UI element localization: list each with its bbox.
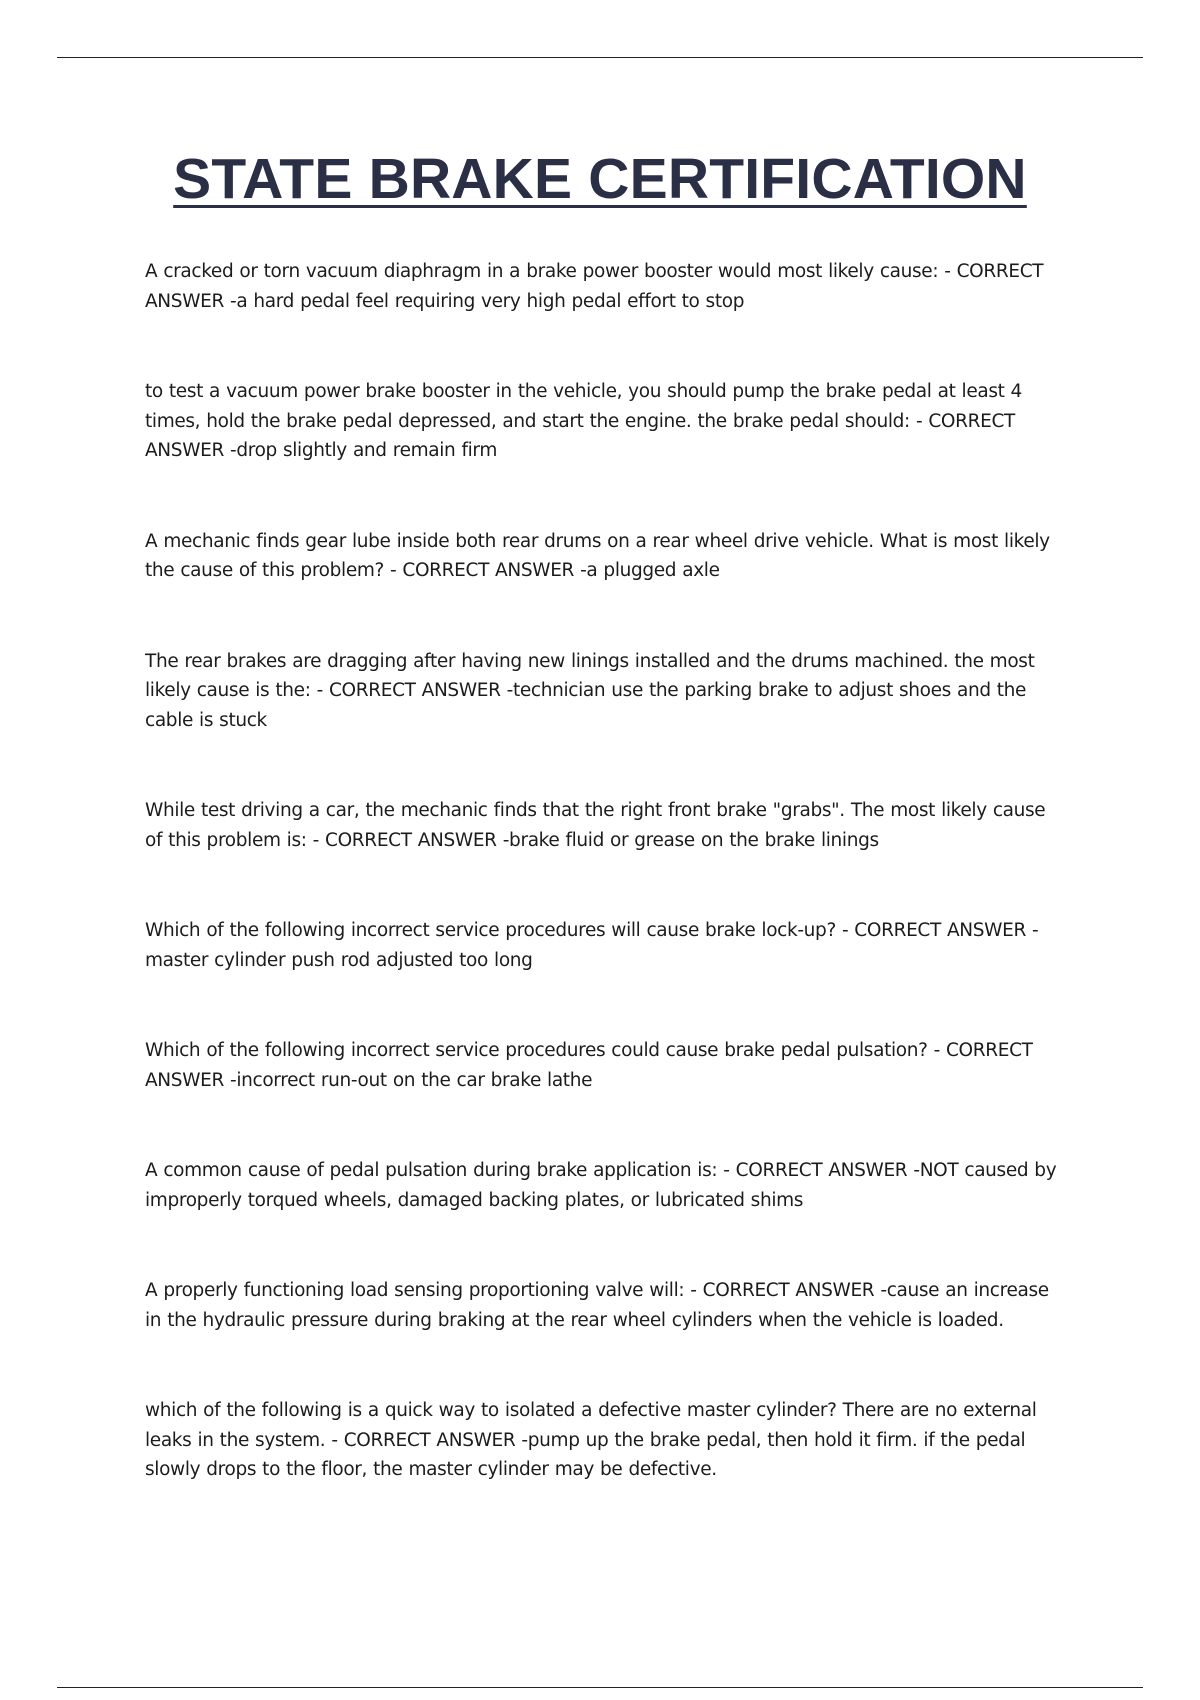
answer-text: technician use the parking brake to adjust shoes and the cable is stuck bbox=[145, 680, 1027, 731]
answer-separator: - CORRECT ANSWER - bbox=[684, 1280, 887, 1301]
question-text: While test driving a car, the mechanic finds that the right front brake "grabs". The most likely cause of this problem is: bbox=[145, 800, 1046, 851]
qa-item bbox=[145, 377, 1067, 466]
answer-text: drop slightly and remain firm bbox=[236, 440, 498, 461]
qa-list bbox=[145, 257, 1067, 1485]
answer-separator: - CORRECT ANSWER - bbox=[310, 680, 513, 701]
qa-item bbox=[145, 796, 1067, 855]
qa-item bbox=[145, 527, 1067, 586]
answer-text: NOT caused by improperly torqued wheels, damaged backing plates, or lubricated shims bbox=[145, 1160, 1057, 1211]
qa-item bbox=[145, 257, 1067, 316]
answer-separator: - CORRECT ANSWER - bbox=[717, 1160, 920, 1181]
question-text: A properly functioning load sensing proportioning valve will: bbox=[145, 1280, 685, 1301]
title-block bbox=[0, 148, 1200, 211]
question-text: to test a vacuum power brake booster in the vehicle, you should pump the brake pedal at least 4 times, hold the brake pedal depressed, and start the engine. the brake pedal should: bbox=[145, 381, 1022, 432]
document-title: STATE BRAKE CERTIFICATION bbox=[173, 147, 1027, 211]
answer-text: a hard pedal feel requiring very high pedal effort to stop bbox=[236, 290, 745, 312]
answer-text: incorrect run-out on the car brake lathe bbox=[236, 1069, 593, 1091]
qa-item bbox=[145, 1276, 1067, 1335]
answer-separator: - CORRECT ANSWER - bbox=[145, 410, 1015, 461]
answer-separator: - CORRECT ANSWER - bbox=[145, 261, 1044, 312]
top-rule bbox=[57, 57, 1143, 58]
answer-separator: - CORRECT ANSWER - bbox=[306, 829, 510, 851]
answer-separator: - CORRECT ANSWER - bbox=[145, 1040, 1033, 1091]
question-text: which of the following is a quick way to isolated a defective master cylinder? There are no external leaks in the system. bbox=[145, 1400, 1037, 1451]
answer-separator: - CORRECT ANSWER - bbox=[325, 1429, 528, 1451]
question-text: A cracked or torn vacuum diaphragm in a brake power booster would most likely cause: bbox=[145, 261, 939, 282]
question-text: The rear brakes are dragging after having new linings installed and the drums machined. the most likely cause is the: bbox=[145, 650, 1035, 701]
answer-separator: - CORRECT ANSWER - bbox=[384, 560, 587, 581]
question-text: Which of the following incorrect service procedures could cause brake pedal pulsation? bbox=[145, 1040, 928, 1061]
answer-separator: - CORRECT ANSWER - bbox=[835, 920, 1039, 941]
question-text: A common cause of pedal pulsation during brake application is: bbox=[145, 1160, 718, 1181]
qa-item bbox=[145, 1156, 1067, 1215]
qa-item bbox=[145, 1396, 1067, 1485]
bottom-rule bbox=[57, 1687, 1143, 1688]
question-text: A mechanic finds gear lube inside both rear drums on a rear wheel drive vehicle. What is most likely the cause of this problem? bbox=[145, 530, 1050, 581]
answer-text: pump up the brake pedal, then hold it firm. if the pedal slowly drops to the floor, the master cylinder may be defective. bbox=[145, 1429, 1026, 1480]
answer-text: cause an increase in the hydraulic pressure during braking at the rear wheel cylinders when the vehicle is loaded. bbox=[145, 1280, 1049, 1331]
qa-item bbox=[145, 647, 1067, 736]
qa-item bbox=[145, 1036, 1067, 1095]
qa-item bbox=[145, 916, 1067, 975]
question-text: Which of the following incorrect service procedures will cause brake lock-up? bbox=[145, 920, 836, 941]
answer-text: master cylinder push rod adjusted too long bbox=[145, 949, 533, 971]
answer-text: a plugged axle bbox=[586, 560, 720, 581]
answer-text: brake fluid or grease on the brake linings bbox=[509, 829, 879, 851]
